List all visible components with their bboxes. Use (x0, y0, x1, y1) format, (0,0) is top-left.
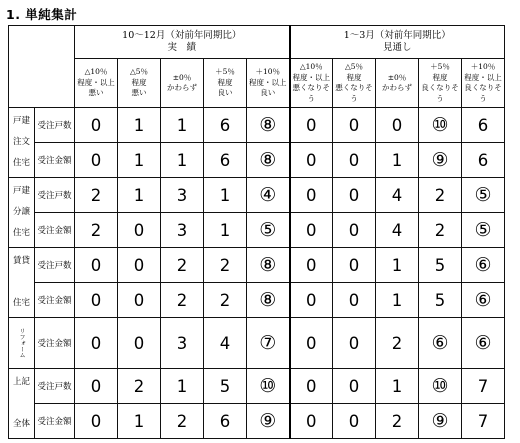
value-cell: 7 (462, 404, 505, 439)
row-label: 受注金額 (35, 143, 75, 178)
value-cell: ⑤ (462, 178, 505, 213)
category-label: 賃貸 (12, 256, 30, 266)
value-cell: 1 (161, 143, 204, 178)
value-cell: ⑩ (419, 108, 462, 143)
row-label: 受注戸数 (35, 108, 75, 143)
value-cell: ⑥ (419, 318, 462, 369)
value-cell: ⑨ (419, 143, 462, 178)
value-cell: 1 (204, 178, 247, 213)
value-cell: ⑩ (419, 369, 462, 404)
value-cell: ⑤ (247, 213, 290, 248)
value-cell: 1 (118, 404, 161, 439)
category-cell (9, 178, 35, 248)
value-cell: 2 (75, 213, 118, 248)
value-cell: 1 (161, 369, 204, 404)
category-label (9, 393, 34, 414)
value-cell: 0 (290, 283, 333, 318)
value-cell: 2 (204, 283, 247, 318)
value-cell: ⑧ (247, 108, 290, 143)
value-cell: ⑥ (462, 318, 505, 369)
value-cell: 0 (290, 213, 333, 248)
value-cell: 0 (333, 213, 376, 248)
row-label: 受注金額 (35, 404, 75, 439)
forecast-label: 見通し (382, 42, 412, 53)
category-label: 戸建 (12, 186, 30, 196)
value-cell: 1 (118, 143, 161, 178)
value-cell: 2 (118, 369, 161, 404)
row-label: 受注金額 (35, 318, 75, 369)
value-cell: 0 (290, 143, 333, 178)
forecast-col-2: △5％ 程度 悪くなりそう (333, 59, 376, 108)
value-cell: 1 (376, 283, 419, 318)
value-cell: 0 (118, 283, 161, 318)
value-cell: ④ (247, 178, 290, 213)
table-row (9, 283, 505, 318)
category-label: 住宅 (12, 158, 30, 168)
value-cell: 1 (376, 143, 419, 178)
category-label (9, 272, 34, 293)
value-cell: 6 (462, 108, 505, 143)
value-cell: 4 (376, 178, 419, 213)
value-cell: 5 (419, 248, 462, 283)
category-cell (9, 318, 35, 369)
value-cell: 0 (118, 213, 161, 248)
table-row (9, 404, 505, 439)
value-cell: 0 (333, 369, 376, 404)
actual-header (75, 26, 290, 59)
value-cell: 0 (333, 178, 376, 213)
value-cell: 1 (161, 108, 204, 143)
value-cell: 0 (75, 283, 118, 318)
value-cell: ⑩ (247, 369, 290, 404)
value-cell: 4 (204, 318, 247, 369)
value-cell: 0 (290, 178, 333, 213)
category-label: 上記 (12, 377, 30, 387)
forecast-col-1: △10％ 程度・以上 悪くなりそう (290, 59, 333, 108)
value-cell: 0 (333, 318, 376, 369)
value-cell: 3 (161, 178, 204, 213)
value-cell: 2 (376, 318, 419, 369)
row-label: 受注戸数 (35, 178, 75, 213)
actual-col-4: ＋5％ 程度 良い (204, 59, 247, 108)
table-row (9, 369, 505, 404)
value-cell: 3 (161, 213, 204, 248)
value-cell: 0 (75, 404, 118, 439)
value-cell: 0 (75, 318, 118, 369)
value-cell: 1 (118, 108, 161, 143)
value-cell: 6 (204, 404, 247, 439)
row-label: 受注戸数 (35, 248, 75, 283)
forecast-header (290, 26, 505, 59)
value-cell: 0 (75, 108, 118, 143)
value-cell: ⑧ (247, 248, 290, 283)
value-cell: 0 (290, 404, 333, 439)
value-cell: 2 (419, 178, 462, 213)
category-label: 分譲 (12, 207, 30, 217)
table-row (9, 108, 505, 143)
category-cell (9, 108, 35, 178)
category-cell (9, 369, 35, 439)
value-cell: 5 (204, 369, 247, 404)
value-cell: 6 (462, 143, 505, 178)
value-cell: 0 (75, 143, 118, 178)
value-cell: ⑥ (462, 248, 505, 283)
value-cell: 2 (75, 178, 118, 213)
forecast-col-5: ＋10％ 程度・以上 良くなりそう (462, 59, 505, 108)
value-cell: 3 (161, 318, 204, 369)
table-row (9, 143, 505, 178)
value-cell: 2 (161, 283, 204, 318)
value-cell: ⑤ (462, 213, 505, 248)
value-cell: 0 (75, 248, 118, 283)
row-label: 受注戸数 (35, 369, 75, 404)
value-cell: 2 (161, 248, 204, 283)
table-row (9, 318, 505, 369)
forecast-col-3: ±0％ かわらず (376, 59, 419, 108)
value-cell: 2 (204, 248, 247, 283)
value-cell: 2 (161, 404, 204, 439)
value-cell: 2 (419, 213, 462, 248)
value-cell: ⑨ (247, 404, 290, 439)
value-cell: 1 (204, 213, 247, 248)
actual-col-1: △10％ 程度・以上 悪い (75, 59, 118, 108)
category-label: リフォーム (18, 328, 25, 358)
value-cell: 0 (118, 248, 161, 283)
category-label: 戸建 (12, 116, 30, 126)
category-label: 全体 (12, 419, 30, 429)
value-cell: 2 (376, 404, 419, 439)
category-cell (9, 248, 35, 318)
table-row (9, 213, 505, 248)
row-label: 受注金額 (35, 213, 75, 248)
value-cell: 1 (118, 178, 161, 213)
table-row (9, 248, 505, 283)
value-cell: 5 (419, 283, 462, 318)
forecast-col-4: ＋5％ 程度 良くなりそう (419, 59, 462, 108)
value-cell: 6 (204, 143, 247, 178)
category-label: 注文 (12, 137, 30, 147)
value-cell: 0 (333, 404, 376, 439)
value-cell: 0 (118, 318, 161, 369)
value-cell: 0 (290, 369, 333, 404)
summary-table (8, 25, 505, 439)
actual-label: 実 績 (167, 42, 196, 53)
value-cell: 0 (290, 108, 333, 143)
value-cell: 0 (333, 248, 376, 283)
value-cell: 0 (333, 108, 376, 143)
table-row (9, 178, 505, 213)
forecast-period: 1～3月（対前年同期比） (343, 30, 451, 41)
category-label: 住宅 (12, 228, 30, 238)
header-corner (9, 26, 75, 108)
value-cell: 1 (376, 369, 419, 404)
value-cell: 0 (376, 108, 419, 143)
value-cell: 4 (376, 213, 419, 248)
value-cell: ⑥ (462, 283, 505, 318)
value-cell: ⑦ (247, 318, 290, 369)
actual-col-3: ±0％ かわらず (161, 59, 204, 108)
actual-col-2: △5％ 程度 悪い (118, 59, 161, 108)
value-cell: 7 (462, 369, 505, 404)
value-cell: ⑧ (247, 283, 290, 318)
category-label: 住宅 (12, 298, 30, 308)
actual-period: 10～12月（対前年同期比） (122, 30, 242, 41)
value-cell: 0 (290, 318, 333, 369)
value-cell: 0 (75, 369, 118, 404)
value-cell: ⑨ (419, 404, 462, 439)
value-cell: 0 (333, 283, 376, 318)
section-heading: 1. 単純集計 (6, 7, 78, 22)
value-cell: 0 (290, 248, 333, 283)
row-label: 受注金額 (35, 283, 75, 318)
value-cell: 1 (376, 248, 419, 283)
actual-col-5: ＋10％ 程度・以上 良い (247, 59, 290, 108)
value-cell: 6 (204, 108, 247, 143)
value-cell: ⑧ (247, 143, 290, 178)
value-cell: 0 (333, 143, 376, 178)
